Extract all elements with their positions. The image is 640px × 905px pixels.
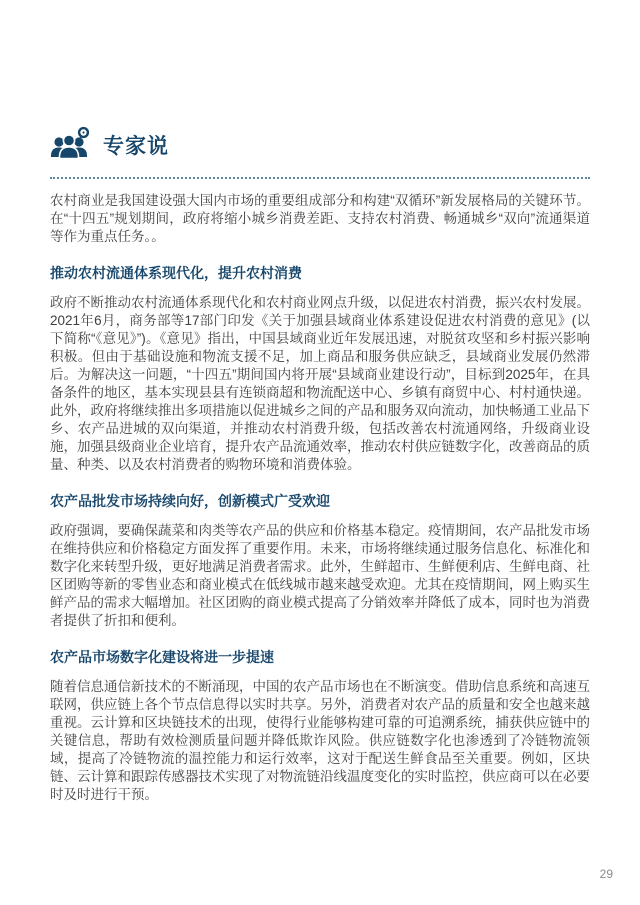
section-body-rural-circulation: 政府不断推动农村流通体系现代化和农村商业网点升级，以促进农村消费，振兴农村发展。 2021年6月，商务部等17部门印发《关于加强县域商业体系建设促进农村消费的意见》(以下简称“《意见》”)。《意见》指出，中国县域商业近年发展迅速，对脱贫攻坚和乡村振兴影响积极。但由于基础设施和物流支援不足，加上商品和服务供应缺乏，县域商业发展仍然滞后。为解决这一问题，“十四五”期间国内将开展“县域商业建设行动”，目标到2025年，在具备条件的地区，基本实现县县有连锁商超和物流配送中心、乡镇有商贸中心、村村通快递。此外，政府将继续推出多项措施以促进城乡之间的产品和服务双向流动，加快畅通工业品下乡、农产品进城的双向渠道，并推动农村消费升级，包括改善农村流通网络，升级商业设施，加强县级商业企业培育，提升农产品流通效率，推动农村供应链数字化，改善商品的质量、种类、以及农村消费者的购物环境和消费体验。 <box>50 295 590 472</box>
section-header <box>50 126 590 164</box>
section-wholesale-market <box>50 491 590 630</box>
section-body-wholesale-market: 政府强调，要确保蔬菜和肉类等农产品的供应和价格基本稳定。疫情期间，农产品批发市场在维持供应和价格稳定方面发挥了重要作用。未来，市场将继续通过服务信息化、标准化和数字化来转型升级，更好地满足消费者需求。此外，生鲜超市、生鲜便利店、生鲜电商、社区团购等新的零售业态和商业模式在低线城市越来越受欢迎。尤其在疫情期间，网上购买生鲜产品的需求大幅增加。社区团购的商业模式提高了分销效率并降低了成本，同时也为消费者提供了折扣和便利。 <box>50 523 590 628</box>
dotted-divider <box>50 177 590 179</box>
section-rural-circulation <box>50 263 590 474</box>
section-body-digitalization: 随着信息通信新技术的不断涌现，中国的农产品市场也在不断演变。借助信息系统和高速互联网，供应链上各个节点信息得以实时共享。另外，消费者对农产品的质量和安全也越来越重视。云计算和区块链技术的出现，使得行业能够构建可靠的可追溯系统，捕获供应链中的关键信息，帮助有效检测质量问题并降低欺诈风险。供应链数字化也渗透到了冷链物流领域，提高了冷链物流的温控能力和运行效率，这对于配送生鲜食品至关重要。例如，区块链、云计算和跟踪传感器技术实现了对物流链沿线温度变化的实时监控，供应商可以在必要时及时进行干预。 <box>50 679 590 802</box>
page-title: 专家说 <box>103 135 169 158</box>
intro-paragraph: 农村商业是我国建设强大国内市场的重要组成部分和构建“双循环”新发展格局的关键环节。在“十四五”规划期间，政府将缩小城乡消费差距、支持农村消费、畅通城乡“双向”流通渠道等作为重点任务。。 <box>50 193 590 244</box>
section-heading-rural-circulation: 推动农村流通体系现代化，提升农村消费 <box>50 265 302 281</box>
section-digitalization <box>50 647 590 804</box>
experts-group-icon <box>50 126 92 164</box>
section-heading-digitalization: 农产品市场数字化建设将进一步提速 <box>50 649 274 665</box>
page-number: 29 <box>599 867 613 881</box>
section-heading-wholesale-market: 农产品批发市场持续向好，创新模式广受欢迎 <box>50 493 330 509</box>
